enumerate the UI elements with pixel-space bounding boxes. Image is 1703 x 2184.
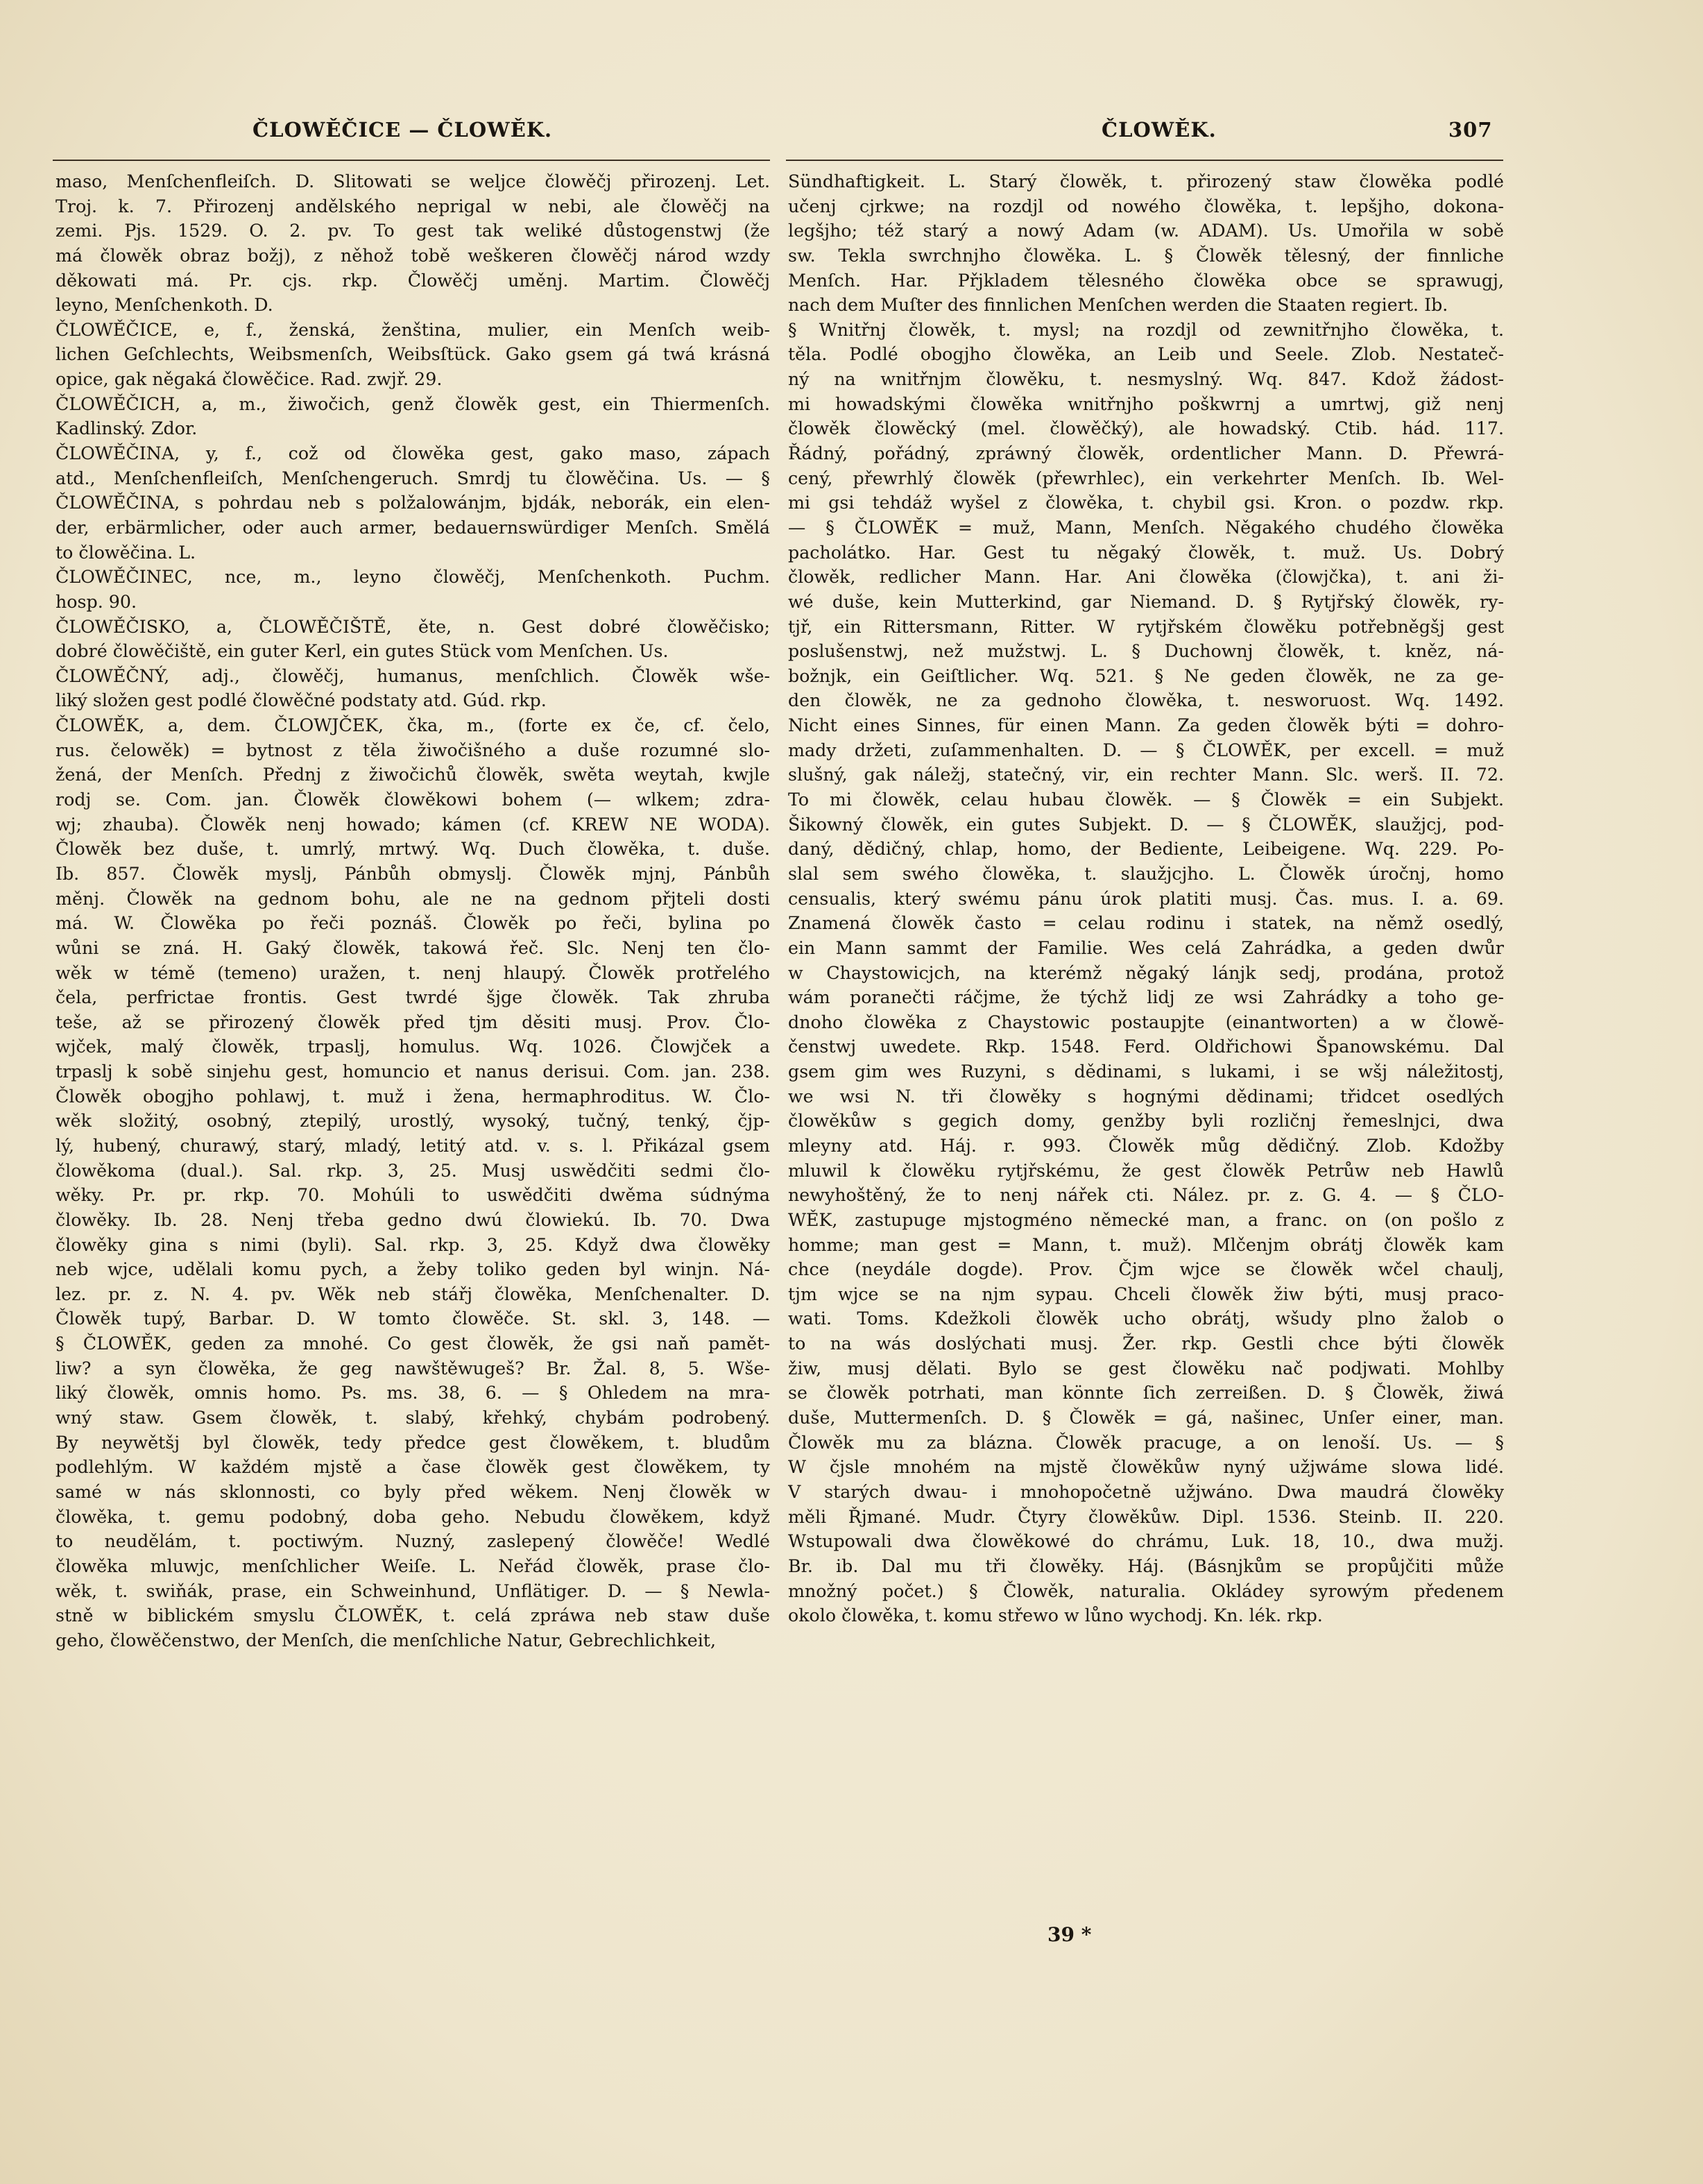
text-line: liký člowěk, omnis homo. Ps. ms. 38, 6. — § Ohledem na mra- (55, 1383, 770, 1404)
text-line: měli Řjmané. Mudr. Čtyry člowěkůw. Dipl. 1536. Steinb. II. 220. (788, 1506, 1504, 1527)
text-line: žiw, musj dělati. Bylo se gest člowěku nač podjwati. Mohlby (788, 1358, 1504, 1379)
text-line: samé w nás sklonnosti, co byly před wěkem. Nenj člowěk w (55, 1481, 770, 1502)
text-line: má. W. Člowěka po řeči poznáš. Člowěk po řeči, bylina po (55, 913, 770, 934)
text-line: sw. Tekla swrchnjho člowěka. L. § Člowěk tělesný, der finnliche (788, 245, 1504, 266)
text-line: mi gsi tehdáž wyšel z člowěka, t. chybil gsi. Kron. o pozdw. rkp. (788, 493, 1504, 513)
text-line: dobré člowěčiště, ein guter Kerl, ein gutes Stück vom Menſchen. Us. (55, 641, 669, 662)
text-line: Člowěk tupý, Barbar. D. W tomto člowěče. St. skl. 3, 148. — (55, 1308, 770, 1329)
text-line: teše, až se přirozený člowěk před tjm děsiti musj. Prov. Člo- (55, 1012, 770, 1032)
text-line: homme; man gest = Mann, t. muž). Mlčenjm obrátj člowěk kam (788, 1234, 1504, 1255)
text-line: liký složen gest podlé člowěčné podstaty atd. Gúd. rkp. (55, 690, 547, 711)
text-line: dnoho člowěka z Chaystowic postaupjte (einantworten) a w člowě- (788, 1012, 1504, 1032)
text-line: tjř, ein Rittersmann, Ritter. W rytjřském člowěku potřebněgšj gest (788, 616, 1504, 637)
text-line: chce (neydále dogde). Prov. Čjm wjce se člowěk wčel chaulj, (788, 1259, 1504, 1280)
text-line: měnj. Člowěk na gednom bohu, ale ne na gednom přjteli dosti (55, 888, 770, 909)
text-line: atd., Menſchenfleiſch, Menſchengeruch. Smrdj tu člowěčina. Us. — § (55, 468, 770, 488)
text-line: neb wjce, udělali komu pych, a žeby toliko geden byl winjn. Ná- (55, 1259, 770, 1280)
right-header-rule (786, 160, 1503, 161)
text-line: Wstupowali dwa člowěkowé do chrámu, Luk. 18, 10., dwa mužj. (788, 1531, 1504, 1552)
text-line: wěk složitý, osobný, ztepilý, urostlý, wysoký, tučný, tenký, čjp- (55, 1111, 770, 1132)
text-line: čenstwj uwedete. Rkp. 1548. Ferd. Oldřichowi Španowskému. Dal (788, 1036, 1504, 1057)
text-line: podlehlým. W každém mjstě a čase člowěk gest člowěkem, ty (55, 1457, 770, 1478)
text-line: hosp. 90. (55, 591, 137, 612)
text-line: wati. Toms. Kdežkoli člowěk ucho obrátj, wšudy plno žalob o (788, 1308, 1504, 1329)
right-running-head: ČLOWĚK. (1102, 118, 1217, 142)
text-line: učenj cjrkwe; na rozdjl od nowého člowěka, t. lepšjho, dokona- (788, 196, 1504, 216)
text-line: ný na wnitřnjm člowěku, t. nesmyslný. Wq. 847. Kdož žádost- (788, 369, 1504, 390)
text-line: Člowěk obogjho pohlawj, t. muž i žena, hermaphroditus. W. Člo- (55, 1086, 770, 1107)
text-line: lez. pr. z. N. 4. pv. Wěk neb stářj člowěka, Menſchenalter. D. (55, 1283, 770, 1304)
text-line: člowěka mluwjc, menſchlicher Weiſe. L. Neřád člowěk, prase člo- (55, 1555, 770, 1576)
text-line: člowěky. Ib. 28. Nenj třeba gedno dwú člowiekú. Ib. 70. Dwa (55, 1209, 770, 1230)
text-line: člowěky gina s nimi (byli). Sal. rkp. 3, 25. Když dwa člowěky (55, 1234, 770, 1255)
text-line: mleyny atd. Háj. r. 993. Člowěk můg dědičný. Zlob. Kdožby (788, 1135, 1504, 1156)
text-line: ČLOWĚČICH, a, m., žiwočich, genž člowěk gest, ein Thiermenſch. (55, 393, 770, 414)
text-line: leyno, Menſchenkoth. D. (55, 295, 273, 316)
text-line: § Wnitřnj člowěk, t. mysl; na rozdjl od zewnitřnjho člowěka, t. (788, 319, 1504, 340)
text-line: Řádný, pořádný, zpráwný člowěk, ordentlicher Mann. D. Přewrá- (788, 443, 1504, 464)
text-line: Znamená člowěk často = celau rodinu i statek, na němž osedlý, (788, 913, 1504, 934)
text-line: rodj se. Com. jan. Člowěk člowěkowi bohem (— wlkem; zdra- (55, 790, 770, 810)
text-line: wé duše, kein Mutterkind, gar Niemand. D. § Rytjřský člowěk, ry- (788, 591, 1504, 612)
text-line: ČLOWĚČINA, s pohrdau neb s polžalowánjm, bjdák, neborák, ein elen- (55, 493, 770, 513)
signature-mark: 39 * (1047, 1923, 1092, 1946)
text-line: okolo člowěka, t. komu střewo w lůno wychodj. Kn. lék. rkp. (788, 1605, 1323, 1626)
text-line: trpaslj k sobě sinjehu gest, homuncio et nanus derisui. Com. jan. 238. (55, 1061, 770, 1082)
text-line: Nicht eines Sinnes, für einen Mann. Za geden člowěk býti = dohro- (788, 715, 1504, 736)
text-line: geho, člowěčenstwo, der Menſch, die menſchliche Natur, Gebrechlichkeit, (55, 1630, 717, 1650)
text-line: lichen Geſchlechts, Weibsmenſch, Weibsſtück. Gako gsem gá twá krásná (55, 344, 770, 365)
text-line: slušný, gak náležj, statečný, vir, ein rechter Mann. Slc. werš. II. 72. (788, 765, 1504, 785)
text-line: to neudělám, t. poctiwým. Nuzný, zaslepený člowěče! Wedlé (55, 1531, 770, 1552)
text-line: wjček, malý člowěk, trpaslj, homulus. Wq. 1026. Člowjček a (55, 1036, 770, 1057)
text-line: duše, Muttermenſch. D. § Člowěk = gá, našinec, Unſer einer, man. (788, 1408, 1504, 1428)
text-line: To mi člowěk, celau hubau člowěk. — § Člowěk = ein Subjekt. (788, 790, 1504, 810)
text-line: člowěka, t. gemu podobný, doba geho. Nebudu člowěkem, když (55, 1506, 770, 1527)
text-line: opice, gak něgaká člowěčice. Rad. zwjř. 29. (55, 369, 443, 390)
text-line: lý, hubený, churawý, starý, mladý, letitý atd. v. s. l. Přikázal gsem (55, 1135, 770, 1156)
page-number: 307 (1448, 118, 1493, 142)
text-line: W čjsle mnohém na mjstě člowěkůw nyný užjwáme slowa lidé. (788, 1457, 1504, 1478)
text-line: člowěk člowěcký (mel. člowěčký), ale howadský. Ctib. hád. 117. (788, 418, 1504, 439)
text-line: to na wás doslýchati musj. Žer. rkp. Gestli chce býti člowěk (788, 1333, 1504, 1354)
left-column (55, 169, 770, 1653)
text-line: legšjho; též starý a nowý Adam (w. ADAM). Us. Umořila w sobě (788, 221, 1504, 241)
text-line: den člowěk, ne za gednoho člowěka, t. nesworuost. Wq. 1492. (788, 690, 1504, 711)
text-line: liw? a syn člowěka, že geg nawštěwugeš? Br. Žal. 8, 5. Wše- (55, 1358, 770, 1379)
text-line: poslušenstwj, než mužstwj. L. § Duchownj člowěk, t. kněz, ná- (788, 641, 1504, 662)
text-line: tjm wjce se na njm sypau. Chceli člowěk žiw býti, musj praco- (788, 1283, 1504, 1304)
text-line: Člowěk bez duše, t. umrlý, mrtwý. Wq. Duch člowěka, t. duše. (55, 839, 770, 860)
text-line: rus. čelowěk) = bytnost z těla žiwočišného a duše rozumné slo- (55, 740, 770, 760)
text-line: WĚK, zastupuge mjstogméno německé man, a franc. on (on pošlo z (788, 1209, 1504, 1230)
text-line: Menſch. Har. Přjkladem tělesného člowěka obce se sprawugj, (788, 270, 1504, 291)
text-line: wěk w témě (temeno) uražen, t. nenj hlaupý. Člowěk protřelého (55, 962, 770, 983)
text-line: der, erbärmlicher, oder auch armer, bedauernswürdiger Menſch. Smělá (55, 517, 770, 538)
text-line: čela, perfrictae frontis. Gest twrdé šjge člowěk. Tak zhruba (55, 987, 770, 1008)
text-line: wám poranečti ráčjme, že týchž lidj ze wsi Zahrádky a toho ge- (788, 987, 1504, 1008)
text-line: pacholátko. Har. Gest tu něgaký člowěk, t. muž. Us. Dobrý (788, 542, 1504, 563)
text-line: Kadlinský. Zdor. (55, 418, 198, 439)
text-line: slal sem swého člowěka, t. slaužjcjho. L. Člowěk úročnj, homo (788, 863, 1504, 884)
text-line: gsem gim wes Ruzyni, s dědinami, s lukami, i se wšj náležitostj, (788, 1061, 1504, 1082)
text-line: daný, dědičný, chlap, homo, der Bediente, Leibeigene. Wq. 229. Po- (788, 839, 1504, 860)
text-line: wný staw. Gsem člowěk, t. slabý, křehký, chybám podrobený. (55, 1408, 770, 1428)
text-line: božnjk, ein Geiſtlicher. Wq. 521. § Ne geden člowěk, ne za ge- (788, 665, 1504, 686)
text-line: Br. ib. Dal mu tři člowěky. Háj. (Básnjkům se propůjčiti může (788, 1555, 1504, 1576)
text-line: maso, Menſchenfleiſch. D. Slitowati se weljce člowěčj přirozenj. Let. (55, 171, 770, 191)
left-running-head: ČLOWĚČICE — ČLOWĚK. (253, 118, 553, 142)
text-line: Sündhaftigkeit. L. Starý člowěk, t. přirozený staw člowěka podlé (788, 171, 1504, 191)
text-line: By neywětšj byl člowěk, tedy předce gest člowěkem, t. bludům (55, 1432, 770, 1453)
text-line: nach dem Muſter des finnlichen Menſchen werden die Staaten regiert. Ib. (788, 295, 1448, 316)
text-line: ČLOWĚČICE, e, f., ženská, ženština, mulier, ein Menſch weib- (55, 319, 770, 340)
text-line: žená, der Menſch. Přednj z žiwočichů člowěk, swěta weytah, kwjle (55, 765, 770, 785)
text-line: Troj. k. 7. Přirozenj andělského neprigal w nebi, ale člowěčj na (55, 196, 770, 216)
text-line: ČLOWĚČISKO, a, ČLOWĚČIŠTĚ, ěte, n. Gest dobré člowěčisko; (55, 616, 770, 637)
text-line: má člowěk obraz božj), z něhož tobě weškeren člowěčj národ wzdy (55, 245, 770, 266)
text-line: ČLOWĚK, a, dem. ČLOWJČEK, čka, m., (forte ex če, cf. čelo, (55, 715, 770, 736)
text-line: zemi. Pjs. 1529. O. 2. pv. To gest tak weliké důstogenstwj (že (55, 221, 770, 241)
text-line: mluwil k člowěku rytjřskému, že gest člowěk Petrůw neb Hawlů (788, 1160, 1504, 1181)
text-line: wěk, t. swiňák, prase, ein Schweinhund, Unflätiger. D. — § Newla- (55, 1580, 770, 1601)
text-line: V starých dwau- i mnohopočetně užjwáno. Dwa maudrá člowěky (788, 1481, 1504, 1502)
text-line: člowěk, redlicher Mann. Har. Ani člowěka (člowjčka), t. ani ži- (788, 567, 1504, 588)
text-line: děkowati má. Pr. cjs. rkp. Člowěčj uměnj. Martim. Člowěčj (55, 270, 770, 291)
text-line: množný počet.) § Člowěk, naturalia. Okládey syrowým předenem (788, 1580, 1504, 1601)
text-line: — § ČLOWĚK = muž, Mann, Menſch. Něgakého chudého člowěka (788, 517, 1504, 538)
text-line: mady držeti, zuſammenhalten. D. — § ČLOWĚK, per excell. = muž (788, 740, 1504, 760)
text-line: newyhoštěný, že to nenj nářek cti. Nález. pr. z. G. 4. — § ČLO- (788, 1185, 1504, 1206)
text-line: ČLOWĚČNÝ, adj., člowěčj, humanus, menſchlich. Člowěk wše- (55, 665, 770, 686)
text-line: wůni se zná. H. Gaký člowěk, takowá řeč. Slc. Nenj ten člo- (55, 937, 770, 958)
text-line: stně w biblickém smyslu ČLOWĚK, t. celá zpráwa neb staw duše (55, 1605, 770, 1626)
text-line: censualis, který swému pánu úrok platiti musj. Čas. mus. I. a. 69. (788, 888, 1504, 909)
text-line: ČLOWĚČINEC, nce, m., leyno člowěčj, Menſchenkoth. Puchm. (55, 567, 770, 588)
text-line: mi howadskými člowěka wnitřnjho poškwrnj a umrtwj, giž nenj (788, 393, 1504, 414)
text-line: Šikowný člowěk, ein gutes Subjekt. D. — § ČLOWĚK, slaužjcj, pod- (788, 814, 1504, 835)
text-line: ein Mann sammt der Familie. Wes celá Zahrádka, a geden dwůr (788, 937, 1504, 958)
text-line: wěky. Pr. pr. rkp. 70. Mohúli to uswědčiti dwěma súdnýma (55, 1185, 770, 1206)
text-line: člowěkůw s gegich domy, genžby byli rozličnj řemeslnjci, dwa (788, 1111, 1504, 1132)
text-line: § ČLOWĚK, geden za mnohé. Co gest člowěk, že gsi naň pamět- (55, 1333, 770, 1354)
text-line: w Chaystowicjch, na kterémž něgaký lánjk sedj, prodána, protož (788, 962, 1504, 983)
text-line: ČLOWĚČINA, y, f., což od člowěka gest, gako maso, zápach (55, 443, 770, 464)
text-line: těla. Podlé obogjho člowěka, an Leib und Seele. Zlob. Nestateč- (788, 344, 1504, 365)
text-line: Ib. 857. Člowěk myslj, Pánbůh obmyslj. Člowěk mjnj, Pánbůh (55, 863, 770, 884)
text-line: se člowěk potrhati, man könnte ſich zerreißen. D. § Člowěk, žiwá (788, 1383, 1504, 1404)
text-line: we wsi N. tři člowěky s hognými dědinami; třidcet osedlých (788, 1086, 1504, 1107)
text-line: wj; zhauba). Člowěk nenj howado; kámen (cf. KREW NE WODA). (55, 814, 770, 835)
left-header-rule (53, 160, 770, 161)
right-column (788, 169, 1504, 1628)
text-line: Člowěk mu za blázna. Člowěk pracuge, a on lenoší. Us. — § (788, 1432, 1504, 1453)
text-line: člowěkoma (dual.). Sal. rkp. 3, 25. Musj uswědčiti sedmi člo- (55, 1160, 770, 1181)
text-line: cený, přewrhlý člowěk (přewrhlec), ein verkehrter Menſch. Ib. Wel- (788, 468, 1504, 488)
text-line: to člowěčina. L. (55, 542, 196, 563)
